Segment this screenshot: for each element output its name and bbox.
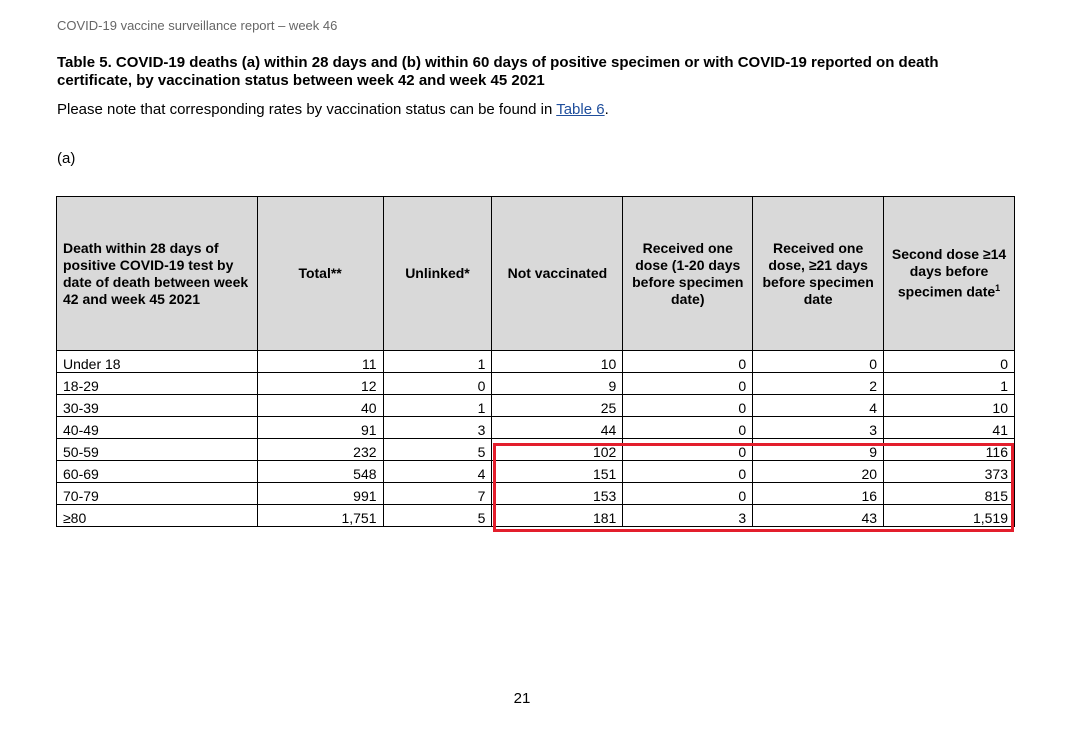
col-header-second-dose: [884, 197, 1015, 351]
cell-one-dose-1-20: 0: [623, 395, 753, 417]
cell-not-vaccinated: 102: [492, 439, 623, 461]
cell-one-dose-21: 4: [753, 395, 884, 417]
table-row: [57, 373, 1015, 395]
cell-one-dose-1-20: 3: [623, 505, 753, 527]
cell-one-dose-1-20: 0: [623, 461, 753, 483]
cell-one-dose-21: 0: [753, 351, 884, 373]
running-header: COVID-19 vaccine surveillance report – week 46: [57, 18, 338, 33]
cell-one-dose-21: 20: [753, 461, 884, 483]
table-title: Table 5. COVID-19 deaths (a) within 28 days and (b) within 60 days of positive specimen or with COVID-19 reported on death certificate, by vaccination status between week 42 and week 45 2021: [57, 54, 939, 89]
table-row: [57, 395, 1015, 417]
table-row: [57, 439, 1015, 461]
table-body: [57, 351, 1015, 527]
cell-unlinked: 3: [383, 417, 492, 439]
cell-one-dose-1-20: 0: [623, 483, 753, 505]
cell-one-dose-1-20: 0: [623, 351, 753, 373]
cell-second-dose: 0: [884, 351, 1015, 373]
cell-not-vaccinated: 181: [492, 505, 623, 527]
cell-not-vaccinated: 25: [492, 395, 623, 417]
cell-total: 232: [257, 439, 383, 461]
cell-one-dose-21: 2: [753, 373, 884, 395]
note-suffix: .: [604, 101, 609, 118]
cell-not-vaccinated: 10: [492, 351, 623, 373]
col-header-one-dose-21: Received one dose, ≥21 days before specimen date: [753, 197, 884, 351]
cell-total: 91: [257, 417, 383, 439]
cell-not-vaccinated: 153: [492, 483, 623, 505]
table-row: [57, 483, 1015, 505]
note-text: Please note that corresponding rates by vaccination status can be found in: [57, 101, 557, 118]
deaths-table: [56, 196, 1015, 527]
cell-age: 30-39: [57, 395, 258, 417]
cell-second-dose: 815: [884, 483, 1015, 505]
cell-total: 12: [257, 373, 383, 395]
cell-age: Under 18: [57, 351, 258, 373]
cell-age: 70-79: [57, 483, 258, 505]
cell-one-dose-21: 3: [753, 417, 884, 439]
cell-total: 548: [257, 461, 383, 483]
cell-total: 40: [257, 395, 383, 417]
cell-second-dose: 1,519: [884, 505, 1015, 527]
table-row: [57, 417, 1015, 439]
table-row: [57, 461, 1015, 483]
cell-total: 1,751: [257, 505, 383, 527]
cell-age: 40-49: [57, 417, 258, 439]
cell-unlinked: 4: [383, 461, 492, 483]
cell-unlinked: 5: [383, 505, 492, 527]
part-label: (a): [57, 150, 76, 167]
cell-one-dose-21: 9: [753, 439, 884, 461]
cell-age: 18-29: [57, 373, 258, 395]
table-row: [57, 351, 1015, 373]
table-6-link[interactable]: Table 6: [556, 101, 605, 118]
second-dose-label: Second dose ≥14 days before specimen date: [891, 246, 1007, 300]
page-number: 21: [513, 690, 531, 707]
cell-unlinked: 1: [383, 351, 492, 373]
cell-age: 50-59: [57, 439, 258, 461]
cell-second-dose: 10: [884, 395, 1015, 417]
col-header-one-dose-1-20: Received one dose (1-20 days before specimen date): [623, 197, 753, 351]
cell-unlinked: 1: [383, 395, 492, 417]
cell-one-dose-1-20: 0: [623, 439, 753, 461]
table-row: [57, 505, 1015, 527]
cell-one-dose-1-20: 0: [623, 373, 753, 395]
cell-unlinked: 0: [383, 373, 492, 395]
col-header-total: Total**: [257, 197, 383, 351]
cell-unlinked: 5: [383, 439, 492, 461]
cell-one-dose-1-20: 0: [623, 417, 753, 439]
cell-not-vaccinated: 151: [492, 461, 623, 483]
cell-total: 991: [257, 483, 383, 505]
header-row: [57, 197, 1015, 351]
col-header-unlinked: Unlinked*: [383, 197, 492, 351]
cell-one-dose-21: 16: [753, 483, 884, 505]
cell-one-dose-21: 43: [753, 505, 884, 527]
footnote-marker: 1: [995, 283, 1001, 294]
cell-not-vaccinated: 9: [492, 373, 623, 395]
cell-age: 60-69: [57, 461, 258, 483]
note: [57, 101, 609, 118]
cell-total: 11: [257, 351, 383, 373]
cell-unlinked: 7: [383, 483, 492, 505]
cell-second-dose: 116: [884, 439, 1015, 461]
cell-age: ≥80: [57, 505, 258, 527]
cell-not-vaccinated: 44: [492, 417, 623, 439]
col-header-age: Death within 28 days of positive COVID-19 test by date of death between week 42 and week 45 2021: [57, 197, 258, 351]
cell-second-dose: 373: [884, 461, 1015, 483]
cell-second-dose: 41: [884, 417, 1015, 439]
col-header-not-vaccinated: Not vaccinated: [492, 197, 623, 351]
cell-second-dose: 1: [884, 373, 1015, 395]
